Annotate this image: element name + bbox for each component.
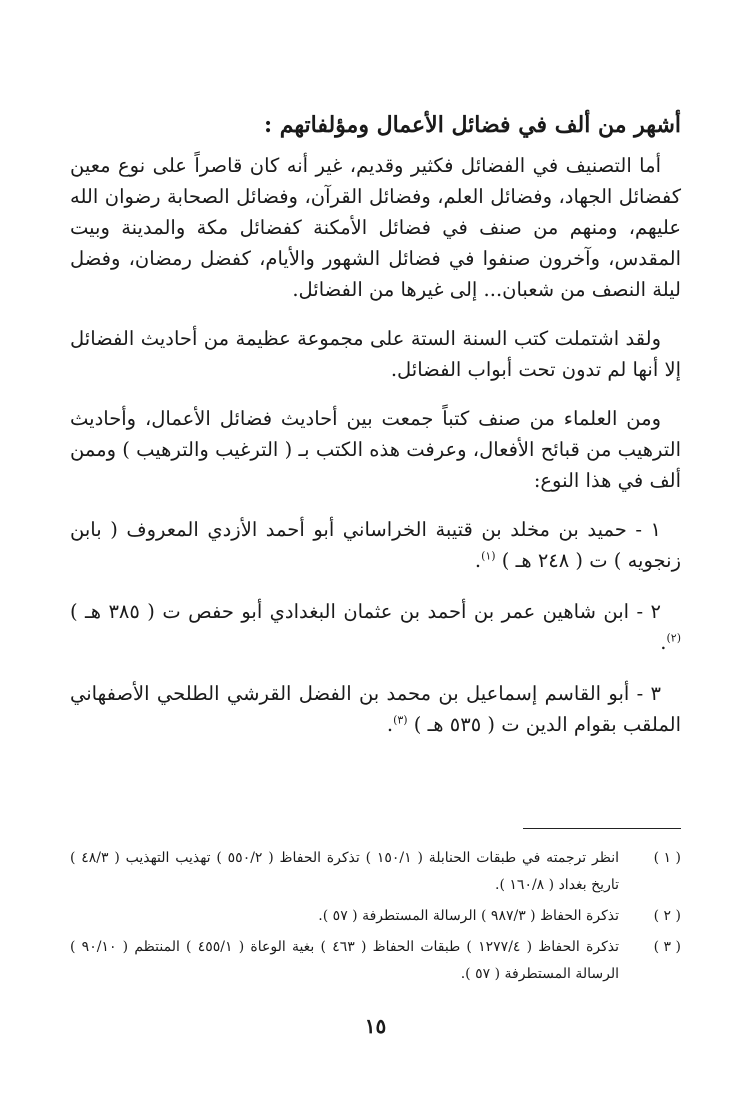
footnote-2-number: ( ٢ ) (653, 908, 681, 924)
list-item-2-text: ٢ - ابن شاهين عمر بن أحمد بن عثمان البغدادي أبو حفص ت ( ٣٨٥ هـ ) (70, 600, 661, 623)
paragraph-3: ومن العلماء من صنف كتباً جمعت بين أحاديث فضائل الأعمال، وأحاديث الترهيب من قبائح الأفعال، وعرفت هذه الكتب بـ ( الترغيب والترهيب ) وممن ألف في هذا النوع: (70, 407, 681, 492)
footnote-ref-2: (٢) (666, 631, 681, 645)
paragraph-1: أما التصنيف في الفضائل فكثير وقديم، غير أنه كان قاصراً على نوع معين كفضائل الجهاد، وفضائل العلم، وفضائل القرآن، وفضائل الصحابة رضوان الله عليهم، ومنهم من صنف في فضائل الأمكنة كفضائل مكة والمدينة وبيت المقدس، وآخرون صنفوا في فضائل الشهور والأيام، كفضل رمضان، وفضل ليلة النصف من شعبان... إلى غيرها من الفضائل. (70, 154, 681, 301)
footnote-3 (70, 934, 681, 988)
footnote-2 (70, 903, 681, 930)
list-item-1 (70, 514, 681, 576)
footnote-1 (70, 845, 681, 899)
footnote-1-text: انظر ترجمته في طبقات الحنابلة ( ١٥٠/١ ) تذكرة الحفاظ ( ٥٥٠/٢ ) تهذيب التهذيب ( ٤٨/٣ ) تاريخ بغداد ( ١٦٠/٨ ). (70, 850, 620, 893)
list-item-1-text: ١ - حميد بن مخلد بن قتيبة الخراساني أبو أحمد الأزدي المعروف ( بابن زنجويه ) ت ( ٢٤٨ هـ ) (70, 518, 681, 572)
list-item-3-end: . (386, 713, 394, 736)
list-item-3 (70, 678, 681, 740)
list-item-1-end: . (474, 549, 482, 572)
footnote-2-text: تذكرة الحفاظ ( ٩٨٧/٣ ) الرسالة المستطرفة ( ٥٧ ). (318, 908, 619, 924)
footnotes (70, 845, 681, 992)
footnote-ref-1: (١) (481, 549, 496, 563)
list-item-3-text: ٣ - أبو القاسم إسماعيل بن محمد بن الفضل القرشي الطلحي الأصفهاني الملقب بقوام الدين ت ( ٥٣٥ هـ ) (70, 682, 681, 736)
footnote-3-number: ( ٣ ) (653, 939, 681, 955)
page-number: ١٥ (364, 1014, 387, 1038)
footnote-1-number: ( ١ ) (653, 850, 681, 866)
section-heading: أشهر من ألف في فضائل الأعمال ومؤلفاتهم : (263, 112, 681, 138)
list-item-2 (70, 596, 681, 658)
footnote-3-text: تذكرة الحفاظ ( ١٢٧٧/٤ ) طبقات الحفاظ ( ٤٦٣ ) بغية الوعاة ( ٤٥٥/١ ) المنتظم ( ٩٠/١٠ ) الرسالة المستطرفة ( ٥٧ ). (70, 939, 619, 982)
footnote-divider (523, 828, 681, 829)
paragraph-2: ولقد اشتملت كتب السنة الستة على مجموعة عظيمة من أحاديث الفضائل إلا أنها لم تدون تحت أبواب الفضائل. (70, 327, 681, 381)
list-item-2-end: . (660, 631, 667, 654)
book-page (70, 0, 681, 1098)
main-text (70, 150, 681, 760)
footnote-ref-3: (٣) (393, 713, 408, 727)
